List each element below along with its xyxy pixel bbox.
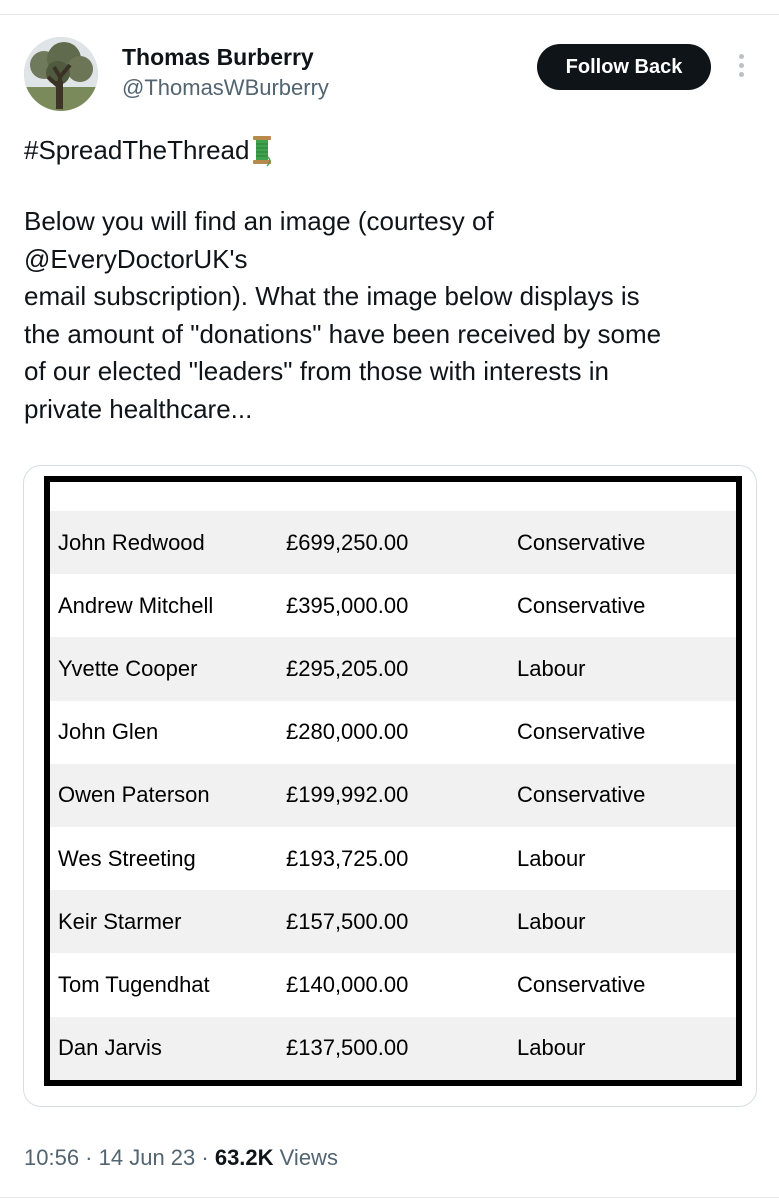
party-name: Conservative [517,719,646,745]
author-handle[interactable]: @ThomasWBurberry [122,75,329,100]
tweet-line: of our elected "leaders" from those with interests in [24,356,609,386]
tweet-line: the amount of "donations" have been received by some [24,318,662,349]
table-row [50,1017,736,1080]
donation-amount: £295,205.00 [286,655,409,681]
party-name: Conservative [517,529,646,555]
meta-separator: · [79,1145,99,1170]
mp-name: Yvette Cooper [58,655,198,681]
donation-amount: £193,725.00 [286,845,409,871]
oak-tree-photo [24,37,98,111]
avatar[interactable] [24,37,98,111]
tweet-line: Below you will find an image (courtesy of [24,206,494,236]
top-divider [0,14,779,15]
vertical-ellipsis-icon[interactable] [734,54,748,82]
donation-amount: £699,250.00 [286,529,409,555]
mp-name: Keir Starmer [58,908,182,934]
mention-link[interactable]: @EveryDoctorUK's [24,243,248,274]
table-row [50,827,736,890]
party-name: Labour [517,1035,586,1061]
donation-amount: £137,500.00 [286,1035,409,1061]
mp-name: Andrew Mitchell [58,592,214,618]
mp-name: Dan Jarvis [58,1035,162,1061]
spool-of-thread-icon [251,133,273,167]
tweet-meta [24,1145,338,1171]
tweet-time[interactable]: 10:56 [24,1145,80,1170]
table-row [50,574,736,637]
donation-amount: £395,000.00 [286,592,409,618]
party-name: Conservative [517,782,646,808]
mp-name: Owen Paterson [58,782,210,808]
donation-table-frame [44,476,742,1086]
table-row [50,764,736,827]
tweet-image[interactable] [23,465,757,1107]
hashtag-link[interactable]: #SpreadTheThread [24,134,250,165]
donation-amount: £280,000.00 [286,719,409,745]
donation-table [50,511,736,1080]
donation-amount: £199,992.00 [286,782,409,808]
tweet-date[interactable]: 14 Jun 23 [98,1145,196,1170]
party-name: Conservative [517,592,646,618]
table-row [50,637,736,700]
hashtag-line [24,133,273,167]
tweet-line: email subscription). What the image below displays is [24,281,640,311]
meta-separator: · [195,1145,215,1170]
party-name: Labour [517,655,586,681]
party-name: Labour [517,845,586,871]
party-name: Conservative [517,971,646,997]
views-count: 63.2K [214,1145,274,1170]
follow-back-button[interactable]: Follow Back [537,44,711,90]
tweet-text [24,203,754,428]
mp-name: John Redwood [58,529,205,555]
author-display-name[interactable]: Thomas Burberry [122,44,314,70]
donation-amount: £157,500.00 [286,908,409,934]
mp-name: John Glen [58,719,159,745]
table-row [50,701,736,764]
table-row [50,511,736,574]
bottom-divider [0,1197,779,1198]
table-row [50,890,736,953]
mp-name: Wes Streeting [58,845,196,871]
party-name: Labour [517,908,586,934]
table-row [50,953,736,1016]
tweet-line: private healthcare... [24,393,253,424]
mp-name: Tom Tugendhat [58,971,210,997]
donation-amount: £140,000.00 [286,971,409,997]
views-label: Views [273,1145,338,1170]
